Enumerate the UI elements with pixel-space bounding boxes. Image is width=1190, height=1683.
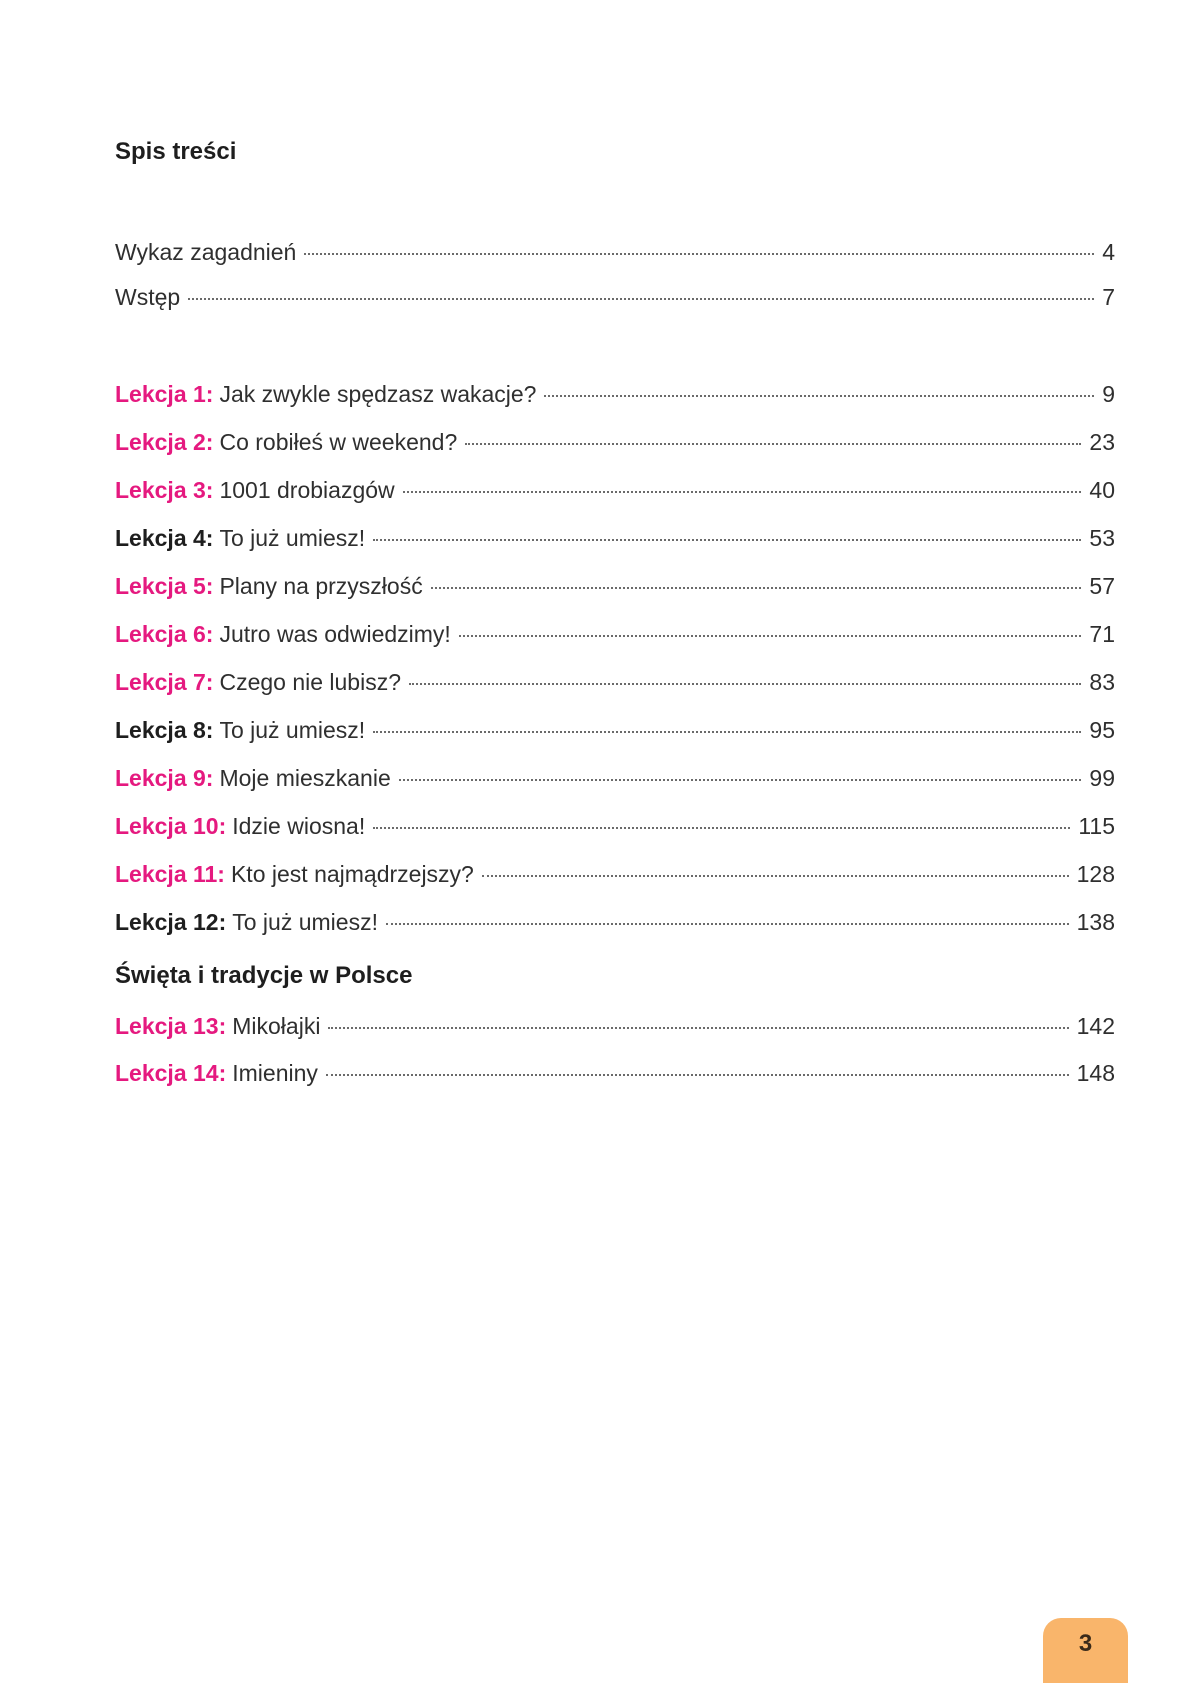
lesson-title: Moje mieszkanie [219,765,391,791]
dot-leader [328,1027,1068,1029]
lesson-page: 115 [1078,813,1115,839]
lesson-label: Lekcja 12: [115,909,227,935]
toc-entry-page: 7 [1102,284,1115,310]
dot-leader [465,443,1081,445]
dot-leader [373,827,1070,829]
lesson-title: Mikołajki [232,1013,321,1039]
lesson-page: 138 [1076,909,1115,935]
section-heading: Święta i tradycje w Polsce [115,962,413,989]
lesson-title: Imieniny [232,1060,318,1086]
dot-leader [326,1074,1069,1076]
lesson-title: Jutro was odwiedzimy! [219,621,451,647]
lesson-page: 57 [1089,573,1115,599]
dot-leader [304,253,1094,255]
lesson-label: Lekcja 6: [115,621,214,647]
toc-lesson-entry[interactable] [115,906,1115,938]
dot-leader [373,731,1081,733]
toc-entry[interactable] [115,236,1115,268]
lesson-title: 1001 drobiazgów [219,477,395,503]
lesson-title: Idzie wiosna! [232,813,366,839]
lesson-title: Jak zwykle spędzasz wakacje? [219,381,537,407]
dot-leader [409,683,1081,685]
lesson-title: To już umiesz! [219,525,366,551]
toc-lesson-entry[interactable] [115,426,1115,458]
toc-lesson-entry[interactable] [115,714,1115,746]
lesson-title: To już umiesz! [219,717,366,743]
page-number: 3 [1078,1630,1093,1657]
lesson-label: Lekcja 1: [115,381,214,407]
lesson-label: Lekcja 3: [115,477,214,503]
lesson-label: Lekcja 10: [115,813,227,839]
lesson-label: Lekcja 9: [115,765,214,791]
dot-leader [482,875,1069,877]
toc-lesson-entry[interactable] [115,474,1115,506]
lesson-label: Lekcja 14: [115,1060,227,1086]
toc-lesson-entry[interactable] [115,810,1115,842]
lesson-label: Lekcja 7: [115,669,214,695]
dot-leader [459,635,1082,637]
lesson-label: Lekcja 11: [115,861,225,887]
toc-lesson-entry[interactable] [115,666,1115,698]
dot-leader [431,587,1082,589]
toc-lesson-entry[interactable] [115,570,1115,602]
lesson-label: Lekcja 2: [115,429,214,455]
lesson-page: 148 [1076,1060,1115,1086]
toc-lesson-entry[interactable] [115,1010,1115,1042]
lesson-title: Plany na przyszłość [219,573,423,599]
dot-leader [386,923,1069,925]
lesson-page: 99 [1089,765,1115,791]
lesson-label: Lekcja 8: [115,717,214,743]
lesson-page: 95 [1089,717,1115,743]
lesson-page: 128 [1076,861,1115,887]
lesson-title: Czego nie lubisz? [219,669,402,695]
lesson-page: 23 [1089,429,1115,455]
toc-lesson-entry[interactable] [115,618,1115,650]
lesson-label: Lekcja 4: [115,525,214,551]
dot-leader [188,298,1094,300]
dot-leader [544,395,1094,397]
toc-lesson-entry[interactable] [115,522,1115,554]
lesson-title: To już umiesz! [232,909,378,935]
lesson-page: 40 [1089,477,1115,503]
toc-lesson-entry[interactable] [115,762,1115,794]
lesson-page: 83 [1089,669,1115,695]
lesson-page: 71 [1089,621,1115,647]
toc-entry-title: Wykaz zagadnień [115,239,297,265]
lesson-page: 9 [1102,381,1115,407]
lesson-label: Lekcja 13: [115,1013,227,1039]
toc-lesson-entry[interactable] [115,378,1115,410]
lesson-title: Co robiłeś w weekend? [219,429,458,455]
toc-entry-title: Wstęp [115,284,181,310]
lesson-label: Lekcja 5: [115,573,214,599]
toc-entry[interactable] [115,281,1115,313]
lesson-title: Kto jest najmądrzejszy? [230,861,474,887]
lesson-page: 142 [1076,1013,1115,1039]
dot-leader [373,539,1081,541]
toc-entry-page: 4 [1102,239,1115,265]
toc-lesson-entry[interactable] [115,858,1115,890]
page-title: Spis treści [115,138,237,165]
lesson-page: 53 [1089,525,1115,551]
toc-lesson-entry[interactable] [115,1057,1115,1089]
dot-leader [403,491,1082,493]
page-number-tab [1043,1618,1128,1683]
dot-leader [399,779,1082,781]
